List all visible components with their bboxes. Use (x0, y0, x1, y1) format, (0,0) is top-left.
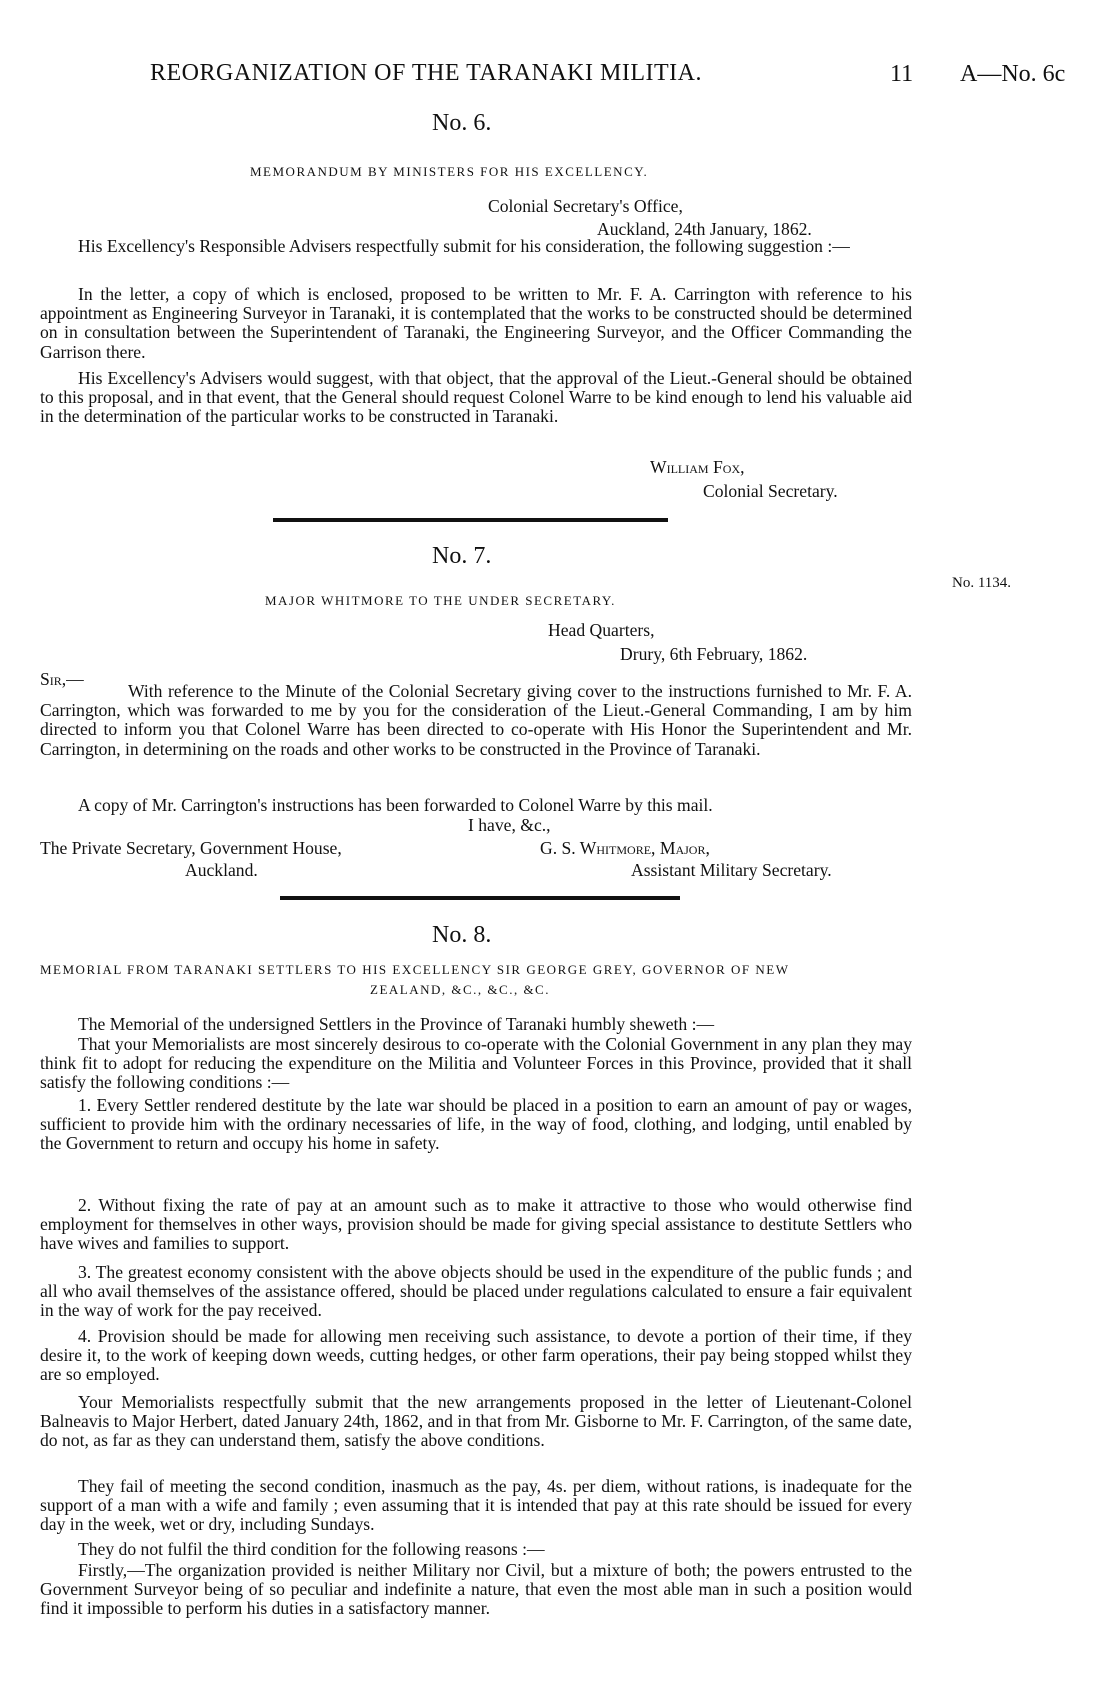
section-6-signature-title: Colonial Secretary. (703, 481, 838, 501)
section-8-condition-text: 4. Provision should be made for allowing men receiving such assistance, to devote a portion of their time, if they desire it, to the work of keeping down weeds, cutting hedges, or other farm operations, their pay being stopped whilst they are so employed. (40, 1326, 912, 1385)
section-7-paragraph-2-text: A copy of Mr. Carrington's instructions has been forwarded to Colonel Warre by this mail. (78, 795, 713, 815)
section-6-address-line1: Colonial Secretary's Office, (488, 196, 683, 216)
section-8-condition-2 (40, 1196, 912, 1254)
section-8-title-line2: ZEALAND, &C., &C., &C. (370, 982, 550, 997)
section-number-8: No. 8. (432, 922, 492, 948)
section-7-signature-name: G. S. Whitmore, Major, (540, 838, 710, 858)
section-7-address-line1: Head Quarters, (548, 620, 655, 640)
section-8-condition-text: 3. The greatest economy consistent with the above objects should be used in the expenditure of the public funds ; and all who avail themselves of the assistance offered, should be placed under regulations calculated to ensure a fair equivalent in the way of work for the pay received. (40, 1262, 912, 1321)
section-7-salutation: Sir,— (40, 669, 84, 689)
section-7-title: MAJOR WHITMORE TO THE UNDER SECRETARY. (265, 593, 616, 608)
section-8-paragraph-text: That your Memorialists are most sincerely desirous to co-operate with the Colonial Government in any plan they may think fit to adopt for reducing the expenditure on the Militia and Volunteer Forces in this Province, provided that it shall satisfy the following conditions :— (40, 1034, 912, 1093)
section-8-paragraph (40, 1393, 912, 1451)
section-8-condition-text: 2. Without fixing the rate of pay at an amount such as to make it attractive to those who would otherwise find employment for themselves in other ways, provision should be made for giving special assistance to destitute Settlers who have wives and families to support. (40, 1195, 912, 1254)
margin-note-reference: No. 1134. (952, 575, 1012, 591)
section-7-recipient-line1: The Private Secretary, Government House, (40, 838, 342, 858)
section-6-paragraph-1-text: His Excellency's Responsible Advisers respectfully submit for his consideration, the following suggestion :— (78, 236, 850, 256)
section-8-paragraph-text: They do not fulfil the third condition for the following reasons :— (78, 1539, 545, 1559)
section-divider-rule (273, 518, 668, 522)
section-8-paragraph-text: Your Memorialists respectfully submit that the new arrangements proposed in the letter of Lieutenant-Colonel Balneavis to Major Herbert, dated January 24th, 1862, and in that from Mr. Gisborne to Mr. F. Carrington, of the same date, do not, as far as they can understand them, satisfy the above conditions. (40, 1392, 912, 1451)
section-8-title-line1: MEMORIAL FROM TARANAKI SETTLERS TO HIS EXCELLENCY SIR GEORGE GREY, GOVERNOR OF NEW (40, 962, 790, 977)
section-7-paragraph-1 (40, 682, 912, 759)
section-6-address-line2: Auckland, 24th January, 1862. (597, 219, 812, 239)
section-8-condition-text: 1. Every Settler rendered destitute by the late war should be placed in a position to earn an amount of pay or wages, sufficient to provide him with the ordinary necessaries of life, in the way of food, clothing, and lodging, until enabled by the Government to return and occupy his home in safety. (40, 1095, 912, 1154)
section-8-condition-3 (40, 1263, 912, 1321)
section-8-paragraph (40, 1561, 912, 1619)
paper-reference: A—No. 6c (960, 61, 1066, 87)
section-6-signature-name: William Fox, (650, 457, 745, 477)
section-8-paragraph-text: They fail of meeting the second condition, inasmuch as the pay, 4s. per diem, without rations, is inadequate for the support of a man with a wife and family ; even assuming that it is intended that pay at this rate should be issued for every day in the week, wet or dry, including Sundays. (40, 1476, 912, 1535)
section-number-6: No. 6. (432, 110, 492, 136)
section-7-signature-title: Assistant Military Secretary. (631, 860, 832, 880)
section-8-paragraph (40, 1540, 912, 1559)
section-6-paragraph-2 (40, 285, 912, 362)
section-8-paragraph (40, 1035, 912, 1093)
section-6-paragraph-3-text: His Excellency's Advisers would suggest, with that object, that the approval of the Lieut.-General should be obtained to this proposal, and in that event, that the General should request Colonel Warre to be kind enough to lend his valuable aid in the determination of the particular works to be constructed in Taranaki. (40, 368, 912, 427)
section-7-paragraph-1-text: With reference to the Minute of the Colonial Secretary giving cover to the instructions furnished to Mr. F. A. Carrington, which was forwarded to me by you for the consideration of the Lieut.-General Commanding, I am by him directed to inform you that Colonel Warre has been directed to co-operate with His Honor the Superintendent and Mr. Carrington, in determining on the roads and other works to be constructed in the Province of Taranaki. (40, 681, 912, 759)
section-8-condition-4 (40, 1327, 912, 1385)
section-8-paragraph (40, 1015, 912, 1034)
section-7-recipient-line2: Auckland. (185, 860, 258, 880)
running-head-title: REORGANIZATION OF THE TARANAKI MILITIA. (150, 60, 702, 86)
section-8-paragraph-text: Firstly,—The organization provided is neither Military nor Civil, but a mixture of both; the powers entrusted to the Government Surveyor being of so peculiar and indefinite a nature, that even the most able man in such a position would find it impossible to perform his duties in a satisfactory manner. (40, 1560, 912, 1619)
section-8-condition-1 (40, 1096, 912, 1154)
section-6-title: MEMORANDUM BY MINISTERS FOR HIS EXCELLENCY. (250, 164, 649, 179)
section-7-address-line2: Drury, 6th February, 1862. (620, 644, 808, 664)
section-8-paragraph (40, 1477, 912, 1535)
section-7-closing: I have, &c., (468, 815, 551, 835)
section-6-paragraph-2-text: In the letter, a copy of which is enclosed, proposed to be written to Mr. F. A. Carrington with reference to his appointment as Engineering Surveyor in Taranaki, it is contemplated that the works to be constructed should be determined on in consultation between the Superintendent of Taranaki, the Engineering Surveyor, and the Officer Commanding the Garrison there. (40, 284, 912, 362)
section-7-paragraph-2 (40, 796, 912, 815)
section-6-paragraph-1 (40, 237, 912, 256)
section-number-7: No. 7. (432, 543, 492, 569)
section-6-paragraph-3 (40, 369, 912, 427)
section-divider-rule (280, 896, 680, 900)
section-8-paragraph-text: The Memorial of the undersigned Settlers in the Province of Taranaki humbly sheweth :— (78, 1014, 715, 1034)
page-number: 11 (890, 61, 914, 87)
